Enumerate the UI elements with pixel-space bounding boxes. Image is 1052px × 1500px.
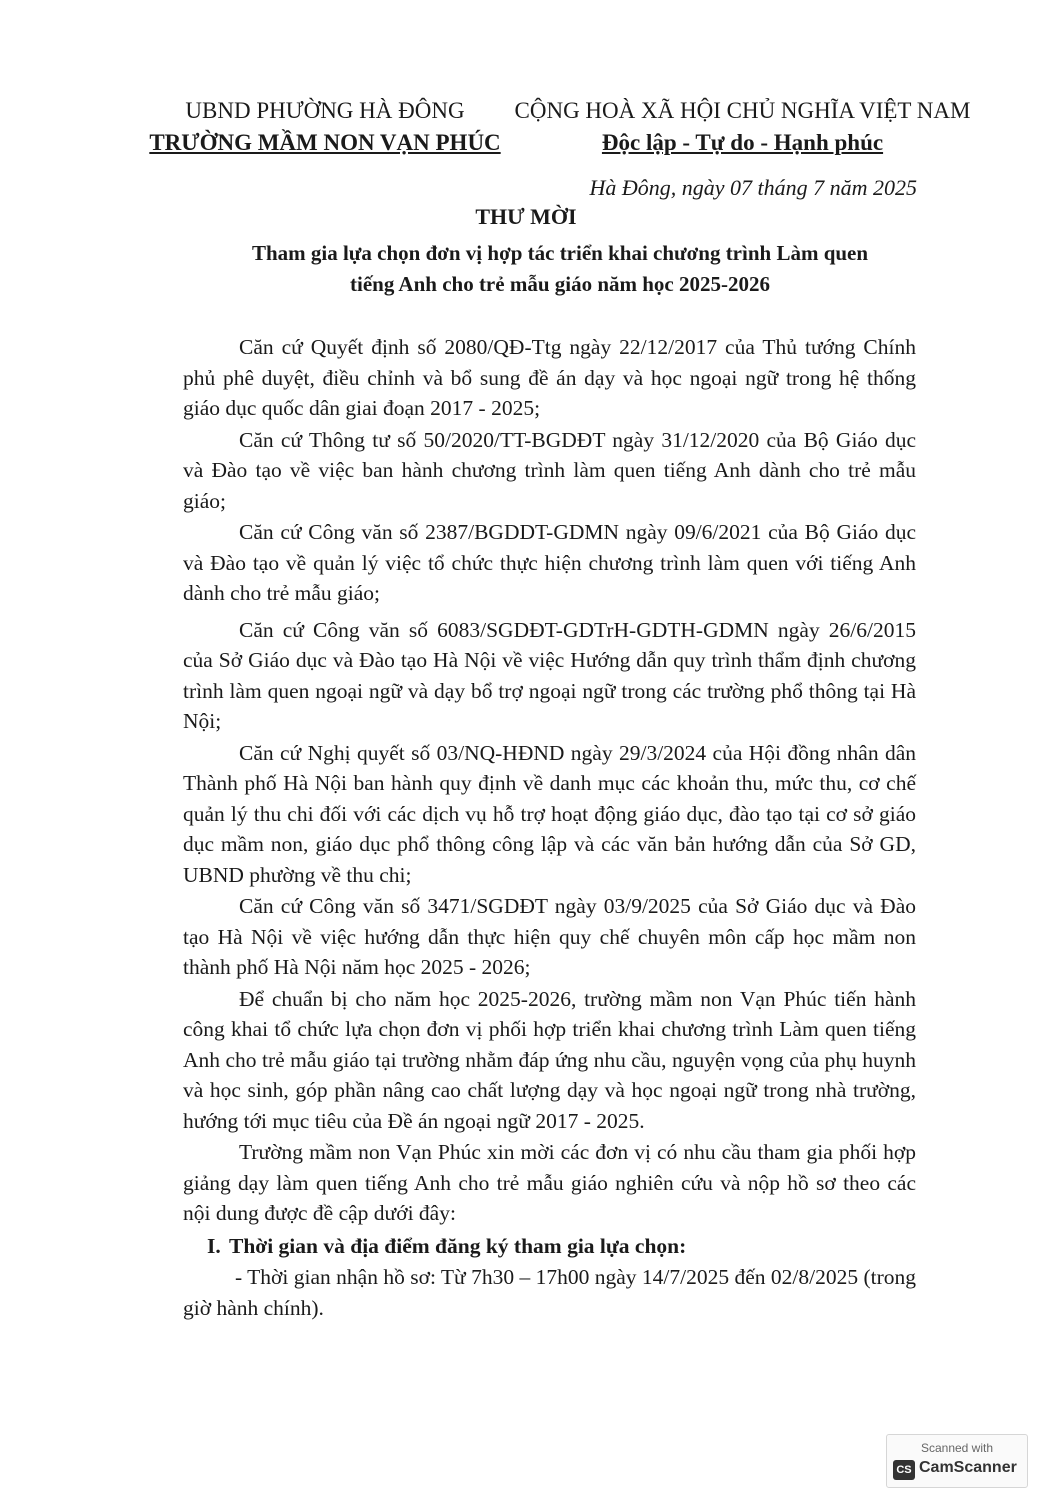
paragraph: Căn cứ Thông tư số 50/2020/TT-BGDĐT ngày 31/12/2020 của Bộ Giáo dục và Đào tạo về việc ban hành chương trình làm quen tiếng Anh dành cho trẻ mẫu giáo; bbox=[183, 427, 916, 513]
issuer-school-text: TRƯỜNG MẦM NON VẠN PHÚC bbox=[149, 130, 501, 155]
camscanner-logo-icon: CS bbox=[893, 1460, 915, 1480]
paragraph: Căn cứ Quyết định số 2080/QĐ-Ttg ngày 22/12/2017 của Thủ tướng Chính phủ phê duyệt, điều chỉnh và bổ sung đề án dạy và học ngoại ngữ trong hệ thống giáo dục quốc dân giai đoạn 2017 - 2025; bbox=[183, 335, 916, 420]
section-heading-text: Thời gian và địa điểm đăng ký tham gia lựa chọn: bbox=[229, 1233, 687, 1258]
paragraph: Căn cứ Công văn số 2387/BGDDT-GDMN ngày 09/6/2021 của Bộ Giáo dục và Đào tạo về quản lý việc tổ chức thực hiện chương trình làm quen với tiếng Anh dành cho trẻ mẫu giáo; bbox=[183, 520, 916, 605]
national-motto: Độc lập - Tự do - Hạnh phúc bbox=[601, 130, 884, 155]
section-item: - Thời gian nhận hồ sơ: Từ 7h30 – 17h00 ngày 14/7/2025 đến 02/8/2025 (trong giờ hành chính). bbox=[183, 1265, 916, 1320]
section-heading bbox=[183, 1231, 916, 1262]
document-subtitle bbox=[180, 238, 940, 300]
paragraph: Căn cứ Nghị quyết số 03/NQ-HĐND ngày 29/3/2024 của Hội đồng nhân dân Thành phố Hà Nội ban hành quy định về danh mục các khoản thu, mức thu, cơ chế quản lý thu chi đối với các dịch vụ hỗ trợ hoạt động giáo dục, đào tạo tại cơ sở giáo dục mầm non, giáo dục phổ thông công lập và các văn bản hướng dẫn của Sở GD, UBND phường về thu chi; bbox=[183, 740, 916, 887]
document-date: Hà Đông, ngày 07 tháng 7 năm 2025 bbox=[589, 175, 917, 200]
issuer-school bbox=[140, 127, 510, 159]
subtitle-line-2: tiếng Anh cho trẻ mẫu giáo năm học 2025-2026 bbox=[350, 272, 770, 296]
document-title: THƯ MỜI bbox=[475, 204, 577, 229]
scanned-with-label: Scanned with bbox=[920, 1441, 994, 1455]
document-body bbox=[183, 332, 916, 1324]
section-number: I. bbox=[207, 1233, 221, 1258]
subtitle-line-1: Tham gia lựa chọn đơn vị hợp tác triển khai chương trình Làm quen bbox=[251, 241, 869, 265]
camscanner-brand: CamScanner bbox=[919, 1459, 1017, 1476]
paragraph: Trường mầm non Vạn Phúc xin mời các đơn vị có nhu cầu tham gia phối hợp giảng dạy làm quen tiếng Anh cho trẻ mẫu giáo nghiên cứu và nộp hồ sơ theo các nội dung được đề cập dưới đây: bbox=[183, 1140, 916, 1225]
issuer-block bbox=[140, 95, 510, 159]
paragraph: Căn cứ Công văn số 3471/SGDĐT ngày 03/9/2025 của Sở Giáo dục và Đào tạo Hà Nội về việc hướng dẫn thực hiện quy chế chuyên môn cấp học mầm non thành phố Hà Nội năm học 2025 - 2026; bbox=[183, 894, 916, 979]
camscanner-watermark bbox=[886, 1434, 1028, 1488]
issuer-authority: UBND PHƯỜNG HÀ ĐÔNG bbox=[185, 98, 465, 123]
national-title: CỘNG HOÀ XÃ HỘI CHỦ NGHĨA VIỆT NAM bbox=[514, 98, 971, 123]
national-header bbox=[505, 95, 980, 159]
paragraph: Để chuẩn bị cho năm học 2025-2026, trường mầm non Vạn Phúc tiến hành công khai tổ chức lựa chọn đơn vị phối hợp triển khai chương trình Làm quen tiếng Anh cho trẻ mẫu giáo tại trường nhằm đáp ứng nhu cầu, nguyện vọng của phụ huynh và học sinh, góp phần nâng cao chất lượng dạy và học ngoại ngữ trong nhà trường, hướng tới mục tiêu của Đề án ngoại ngữ 2017 - 2025. bbox=[183, 986, 916, 1133]
paragraph: Căn cứ Công văn số 6083/SGDĐT-GDTrH-GDTH-GDMN ngày 26/6/2015 của Sở Giáo dục và Đào tạo Hà Nội về việc Hướng dẫn quy trình thẩm định chương trình làm quen ngoại ngữ và dạy bổ trợ ngoại ngữ trong các trường phổ thông tại Hà Nội; bbox=[183, 617, 916, 733]
